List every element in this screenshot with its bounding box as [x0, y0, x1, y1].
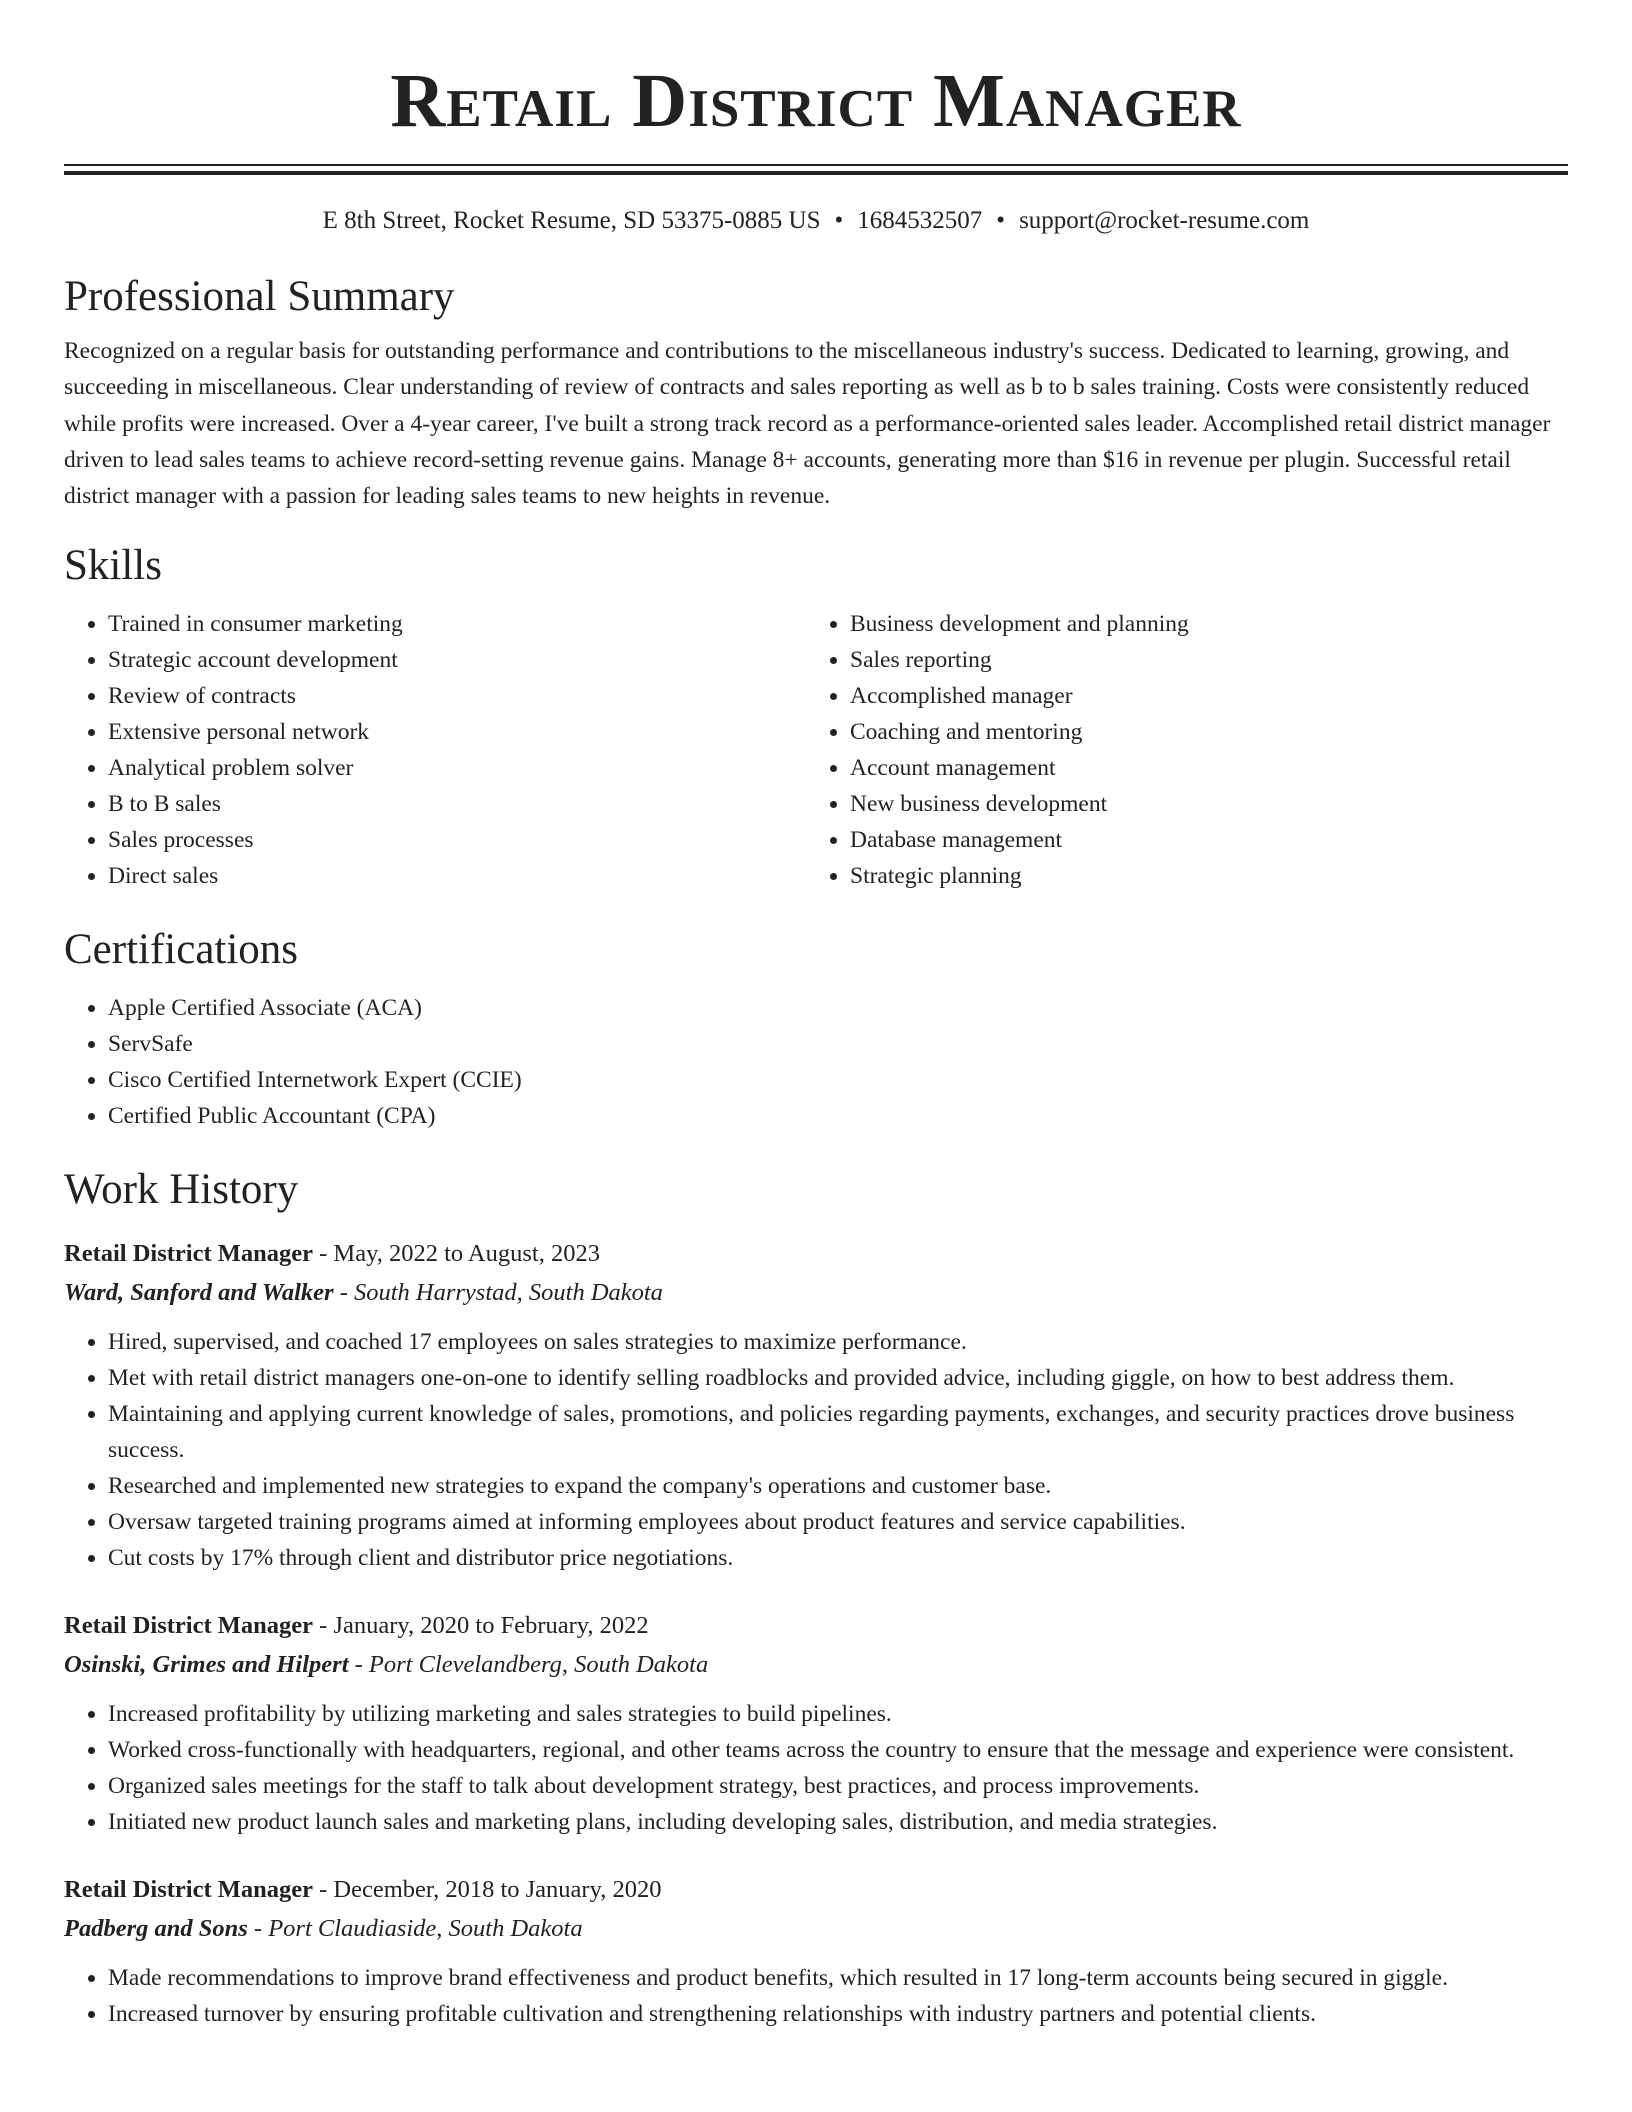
job-company-line	[64, 1645, 1568, 1684]
skills-columns	[64, 606, 1568, 894]
skills-list-right	[806, 606, 1548, 894]
certification-item: • Certified Public Accountant (CPA)	[108, 1098, 1568, 1134]
job-bullet: • Initiated new product launch sales and marketing plans, including developing sales, distribution, and media strategies.	[108, 1804, 1568, 1840]
job-title-line	[64, 1606, 1568, 1645]
job-role: Retail District Manager	[64, 1612, 313, 1640]
section-title-skills: Skills	[64, 542, 162, 590]
job-company-line	[64, 1273, 1568, 1312]
job-bullet: • Researched and implemented new strategies to expand the company's operations and customer base.	[108, 1468, 1568, 1504]
skill-item: • Strategic planning	[850, 858, 1548, 894]
job-bullets	[64, 1324, 1568, 1576]
job-dates: - May, 2022 to August, 2023	[313, 1240, 600, 1268]
section-title-summary: Professional Summary	[64, 273, 455, 320]
job-role: Retail District Manager	[64, 1876, 313, 1904]
job-title-line	[64, 1870, 1568, 1909]
job-company: Padberg and Sons	[64, 1915, 248, 1943]
contact-address: E 8th Street, Rocket Resume, SD 53375-0885 US	[322, 207, 821, 234]
contact-separator: •	[996, 207, 1006, 234]
skill-item: • B to B sales	[108, 786, 806, 822]
job-dates: - December, 2018 to January, 2020	[313, 1876, 662, 1904]
skill-item: • Strategic account development	[108, 642, 806, 678]
certifications-list	[64, 990, 1568, 1134]
job-company-line	[64, 1909, 1568, 1948]
skill-item: • Extensive personal network	[108, 714, 806, 750]
skill-item: • Direct sales	[108, 858, 806, 894]
job-bullet: • Increased turnover by ensuring profitable cultivation and strengthening relationships with industry partners and potential clients.	[108, 1996, 1568, 2032]
skill-item: • Trained in consumer marketing	[108, 606, 806, 642]
skill-item: • New business development	[850, 786, 1548, 822]
section-title-work-history: Work History	[64, 1166, 299, 1214]
resume-page	[64, 0, 1568, 2032]
job-location: - South Harrystad, South Dakota	[333, 1279, 663, 1307]
summary-text: Recognized on a regular basis for outstanding performance and contributions to the miscellaneous industry's success. Dedicated to learning, growing, and succeeding in miscellaneous. Clear understanding of review of contracts and sales reporting as well as b to b sales training. Costs were consistently reduced while profits were increased. Over a 4-year career, I've built a strong track record as a performance-oriented sales leader. Accomplished retail district manager driven to lead sales teams to achieve record-setting revenue gains. Manage 8+ accounts, generating more than $16 in revenue per plugin. Successful retail district manager with a passion for leading sales teams to new heights in revenue.	[64, 338, 1551, 510]
skill-item: • Review of contracts	[108, 678, 806, 714]
contact-separator: •	[834, 207, 844, 234]
resume-name: Retail District Manager	[390, 59, 1242, 143]
certification-item: • Cisco Certified Internetwork Expert (CCIE)	[108, 1062, 1568, 1098]
skill-item: • Database management	[850, 822, 1548, 858]
job-role: Retail District Manager	[64, 1240, 313, 1268]
job-bullets	[64, 1696, 1568, 1840]
job-bullet: • Organized sales meetings for the staff to talk about development strategy, best practices, and process improvements.	[108, 1768, 1568, 1804]
skills-list-left	[64, 606, 806, 894]
contact-line	[64, 205, 1568, 237]
job-location: - Port Claudiaside, South Dakota	[247, 1915, 583, 1943]
skill-item: • Account management	[850, 750, 1548, 786]
skill-item: • Coaching and mentoring	[850, 714, 1548, 750]
job-dates: - January, 2020 to February, 2022	[313, 1612, 649, 1640]
job-location: - Port Clevelandberg, South Dakota	[348, 1651, 709, 1679]
job-bullets	[64, 1960, 1568, 2032]
skill-item: • Business development and planning	[850, 606, 1548, 642]
skill-item: • Analytical problem solver	[108, 750, 806, 786]
section-title-certifications: Certifications	[64, 926, 299, 974]
job-bullet: • Increased profitability by utilizing marketing and sales strategies to build pipelines.	[108, 1696, 1568, 1732]
job-bullet: • Maintaining and applying current knowledge of sales, promotions, and policies regarding payments, exchanges, and security practices drove business success.	[108, 1396, 1568, 1468]
job-bullet: • Hired, supervised, and coached 17 employees on sales strategies to maximize performance.	[108, 1324, 1568, 1360]
contact-email: support@rocket-resume.com	[1019, 207, 1310, 234]
job-bullet: • Oversaw targeted training programs aimed at informing employees about product features and service capabilities.	[108, 1504, 1568, 1540]
job-company: Ward, Sanford and Walker	[64, 1279, 334, 1307]
certification-item: • ServSafe	[108, 1026, 1568, 1062]
job-bullet: • Made recommendations to improve brand effectiveness and product benefits, which resulted in 17 long-term accounts being secured in giggle.	[108, 1960, 1568, 1996]
job-title-line	[64, 1234, 1568, 1273]
header-double-rule	[64, 164, 1568, 175]
job-entry	[64, 1234, 1568, 1576]
job-entry	[64, 1606, 1568, 1840]
job-bullet: • Worked cross-functionally with headquarters, regional, and other teams across the country to ensure that the message and experience were consistent.	[108, 1732, 1568, 1768]
skill-item: • Sales processes	[108, 822, 806, 858]
certification-item: • Apple Certified Associate (ACA)	[108, 990, 1568, 1026]
job-bullet: • Cut costs by 17% through client and distributor price negotiations.	[108, 1540, 1568, 1576]
job-company: Osinski, Grimes and Hilpert	[64, 1651, 349, 1679]
skill-item: • Sales reporting	[850, 642, 1548, 678]
contact-phone: 1684532507	[857, 207, 983, 234]
job-bullet: • Met with retail district managers one-on-one to identify selling roadblocks and provided advice, including giggle, on how to best address them.	[108, 1360, 1568, 1396]
job-entry	[64, 1870, 1568, 2032]
skill-item: • Accomplished manager	[850, 678, 1548, 714]
